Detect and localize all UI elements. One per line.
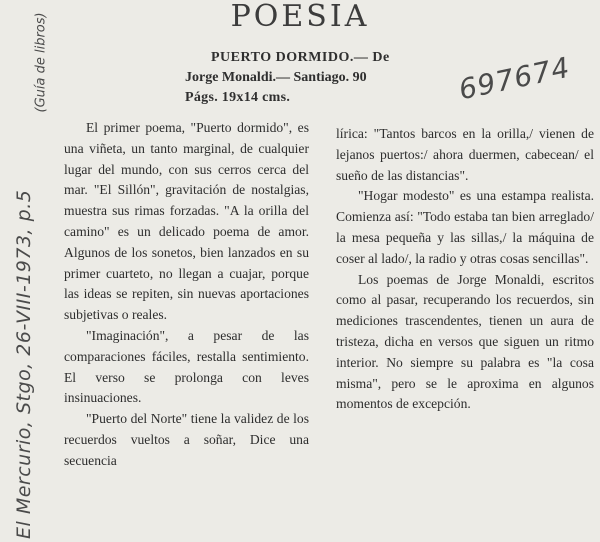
paragraph: "Imaginación", a pesar de las comparaciones fáciles, restalla sentimiento. El verso se prolonga con leves insinuaciones. — [64, 327, 309, 406]
left-column — [64, 118, 309, 472]
right-column — [336, 124, 594, 415]
paragraph: lírica: "Tantos barcos en la orilla,/ vienen de lejanos puertos:/ ahora duermen, cabecean/ el sueño de las distancias". — [336, 126, 594, 183]
book-header — [185, 48, 475, 108]
paragraph: "Hogar modesto" es una estampa realista. Comienza así: "Todo estaba tan bien arreglado/ la mesa pequeña y las sillas,/ la máquina de coser al lado/, la radio y otras cosas sencillas". — [336, 188, 594, 266]
paragraph: El primer poema, "Puerto dormido", es una viñeta, un tanto marginal, de cualquier lugar del mundo, con sus cerros cerca del mar. "El Sillón", gravitación de nostalgias, muestra sus rimas forzadas. "A la orilla del camino" es un delicado poema de amor. Algunos de los sonetos, bien lanzados en su primer cuarteto, no llegan a cuajar, porque las ideas se repiten, sin nuevas aportaciones subjetivas o reales. — [64, 120, 309, 323]
handwritten-source-note: El Mercurio, Stgo, 26-VIII-1973, p.5 — [13, 189, 35, 539]
paragraph: "Puerto del Norte" tiene la validez de los recuerdos vueltos a soñar, Dice una secuencia — [64, 411, 309, 468]
book-author-line: Jorge Monaldi.— Santiago. 90 — [185, 70, 367, 85]
section-title: POESIA — [230, 0, 370, 34]
handwritten-corner-note: (Guía de libros) — [33, 12, 49, 113]
handwritten-number: 697674 — [455, 50, 574, 107]
book-title-line: PUERTO DORMIDO.— De — [211, 50, 390, 65]
book-specs-line: Págs. 19x14 cms. — [185, 90, 291, 105]
paragraph: Los poemas de Jorge Monaldi, escritos como al pasar, recuperando los recuerdos, sin mediciones trascendentes, tienen un aura de tristeza, dicha en versos que siguen un ritmo interior. No siempre su palabra es "la cosa misma", pero se le aproxima en algunos momentos de excepción. — [336, 271, 594, 412]
